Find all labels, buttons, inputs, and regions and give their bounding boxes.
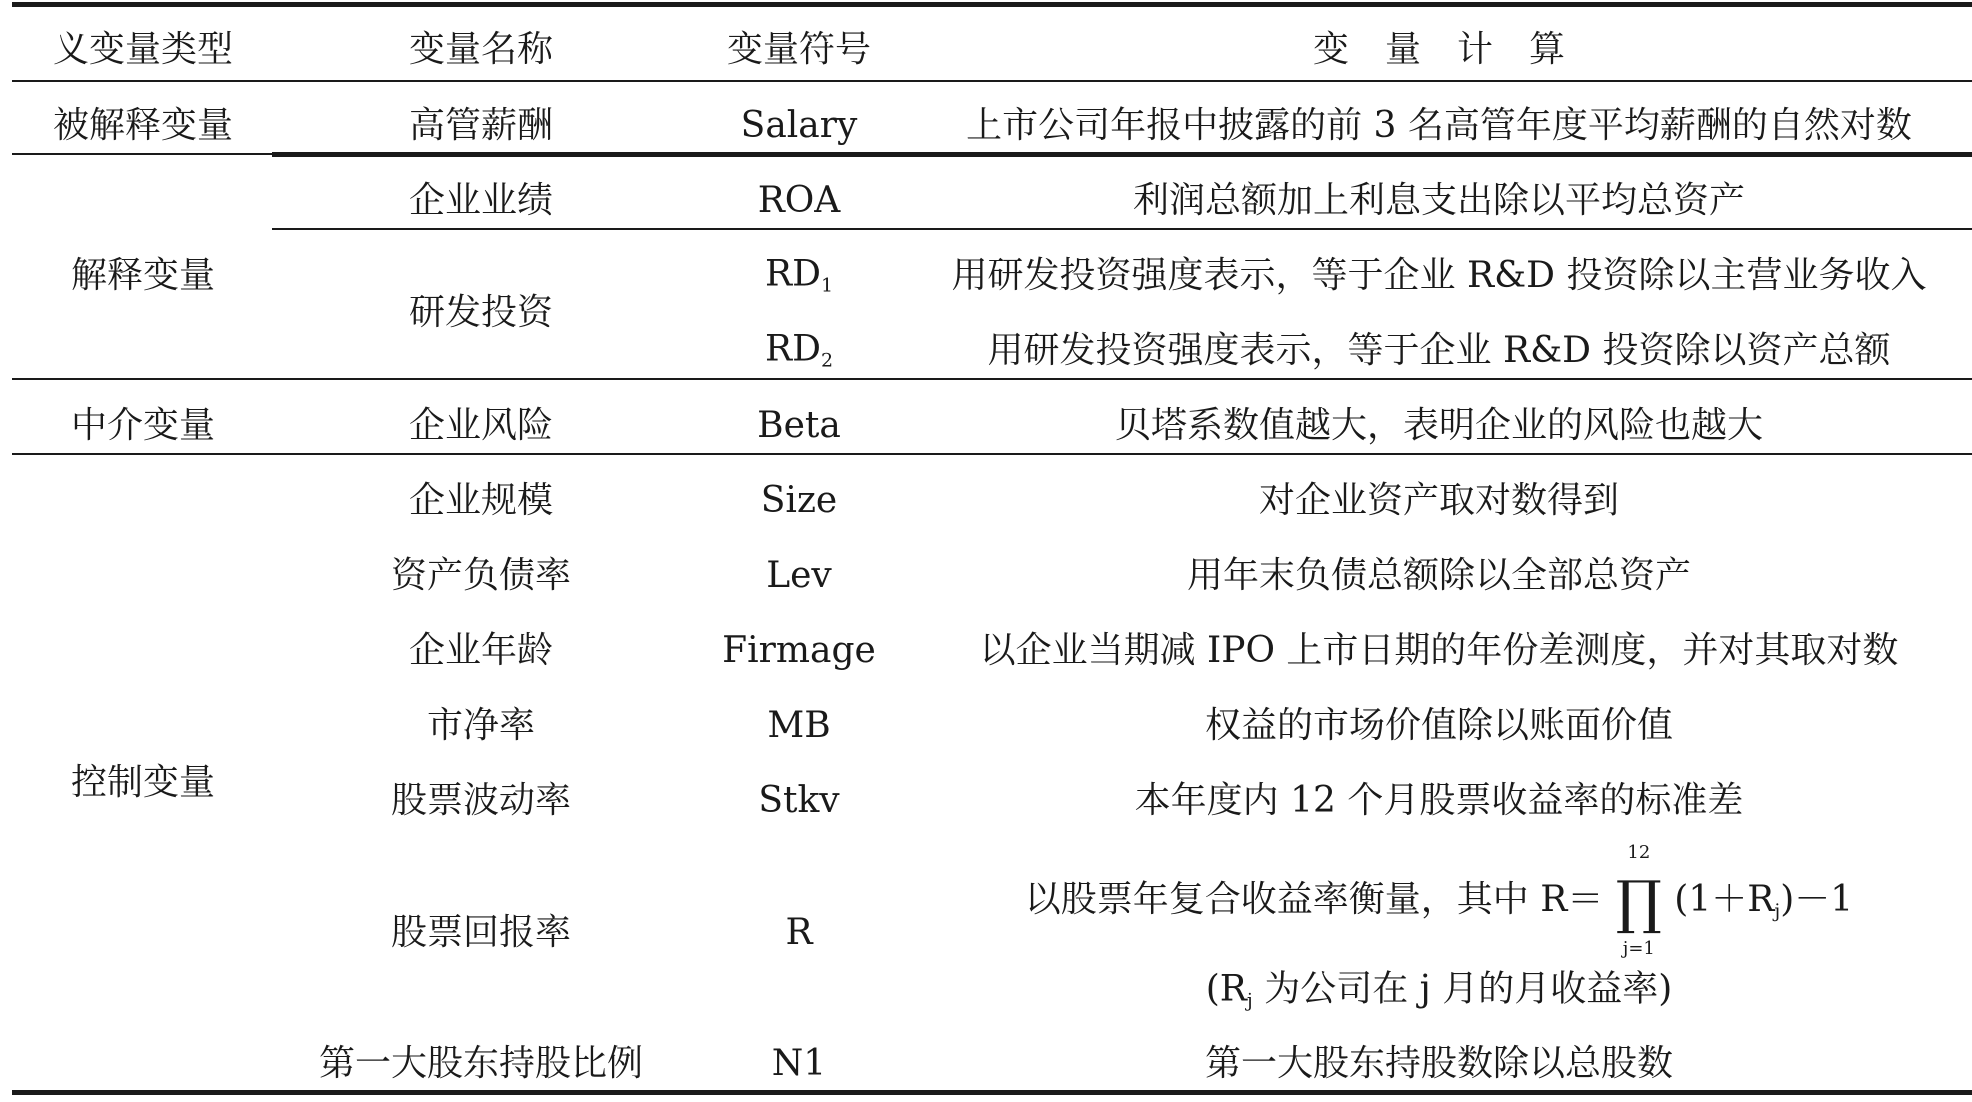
mediator-bottom-rule (12, 453, 1972, 455)
rd-name: 研发投资 (408, 292, 554, 333)
size-name: 企业规模 (408, 480, 554, 521)
r-calc-end: )－1 (1780, 879, 1854, 920)
firmage-name: 企业年龄 (408, 630, 554, 671)
r-calc-suffix: (1＋R (1674, 879, 1775, 920)
header-variable-symbol: 变量符号 (726, 29, 872, 70)
salary-row-rule-right (272, 152, 1972, 157)
rd2-symbol-main: RD (764, 328, 821, 370)
firmage-symbol: Firmage (722, 630, 876, 671)
salary-row-rule-left (12, 153, 272, 155)
table-top-rule (12, 2, 1972, 7)
rd1-symbol-subscript: 1 (820, 274, 834, 297)
mb-symbol: MB (767, 705, 831, 746)
roa-name: 企业业绩 (408, 180, 554, 221)
rd1-symbol (764, 253, 834, 297)
header-variable-type: 义变量类型 (52, 29, 234, 70)
beta-calc: 贝塔系数值越大，表明企业的风险也越大 (1114, 405, 1764, 446)
header-variable-calculation: 变 量 计 算 (1312, 29, 1566, 70)
header-variable-name: 变量名称 (408, 29, 554, 70)
size-calc: 对企业资产取对数得到 (1258, 480, 1620, 521)
header-bottom-rule (12, 80, 1972, 82)
stkv-symbol: Stkv (758, 780, 840, 821)
roa-row-rule (272, 228, 1972, 230)
product-sign: ∏ (1615, 868, 1662, 936)
lev-calc: 用年末负债总额除以全部总资产 (1186, 555, 1692, 596)
size-symbol: Size (760, 480, 838, 521)
group-control-variable: 控制变量 (70, 762, 216, 803)
lev-symbol: Lev (766, 555, 832, 596)
table-bottom-rule (12, 1090, 1972, 1095)
rd2-symbol (764, 328, 834, 372)
rd2-symbol-subscript: 2 (820, 349, 834, 372)
rd1-symbol-main: RD (764, 253, 821, 295)
product-symbol (1615, 842, 1663, 959)
beta-symbol: Beta (757, 405, 841, 446)
n1-name: 第一大股东持股比例 (318, 1043, 644, 1084)
stkv-name: 股票波动率 (390, 780, 572, 821)
product-upper-limit: 12 (1627, 842, 1651, 863)
rd1-calc: 用研发投资强度表示，等于企业 R&D 投资除以主营业务收入 (951, 255, 1927, 296)
beta-name: 企业风险 (408, 405, 554, 446)
salary-symbol: Salary (740, 105, 858, 146)
r-note-text: 为公司在 j 月的月收益率) (1252, 968, 1673, 1010)
r-calc-subscript: j (1774, 900, 1781, 922)
group-mediator-variable: 中介变量 (70, 405, 216, 446)
roa-calc: 利润总额加上利息支出除以平均总资产 (1132, 180, 1746, 221)
group-explanatory-variable: 解释变量 (70, 255, 216, 296)
salary-calc: 上市公司年报中披露的前 3 名高管年度平均薪酬的自然对数 (966, 105, 1912, 146)
r-note-subscript: j (1246, 989, 1253, 1012)
rd2-calc: 用研发投资强度表示，等于企业 R&D 投资除以资产总额 (987, 330, 1891, 371)
r-note-open: (R (1205, 968, 1247, 1010)
r-calc-formula (1024, 842, 1854, 959)
group-explained-variable: 被解释变量 (52, 105, 234, 146)
mb-calc: 权益的市场价值除以账面价值 (1204, 705, 1674, 746)
roa-symbol: ROA (757, 180, 841, 221)
n1-calc: 第一大股东持股数除以总股数 (1204, 1043, 1674, 1084)
mb-name: 市净率 (426, 705, 536, 746)
r-calc-prefix: 以股票年复合收益率衡量，其中 R＝ (1024, 879, 1604, 920)
n1-symbol: N1 (771, 1043, 827, 1084)
r-calc-note (1205, 968, 1673, 1012)
product-lower-limit: j=1 (1622, 938, 1655, 959)
explanatory-bottom-rule (12, 378, 1972, 380)
salary-name: 高管薪酬 (408, 105, 554, 146)
stkv-calc: 本年度内 12 个月股票收益率的标准差 (1134, 780, 1744, 821)
firmage-calc: 以企业当期减 IPO 上市日期的年份差测度，并对其取对数 (979, 630, 1899, 671)
r-name: 股票回报率 (390, 912, 572, 953)
r-symbol: R (785, 912, 813, 953)
lev-name: 资产负债率 (390, 555, 572, 596)
